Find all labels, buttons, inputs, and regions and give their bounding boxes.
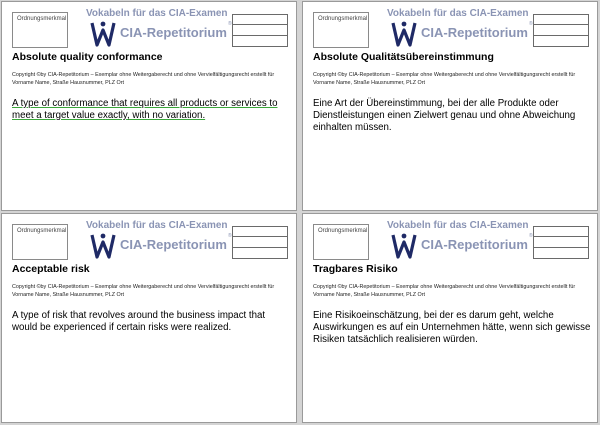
vokabeln-title: Vokabeln für das CIA-Examen bbox=[86, 8, 228, 19]
reference-grid bbox=[232, 226, 288, 259]
ordnungsmerkmal-box bbox=[12, 12, 68, 48]
term-heading: Acceptable risk bbox=[12, 263, 90, 275]
flashcard-back-de-2 bbox=[302, 213, 598, 423]
term-heading: Absolute quality conformance bbox=[12, 51, 163, 63]
registered-mark: ® bbox=[529, 21, 533, 27]
grid-row bbox=[534, 36, 588, 46]
grid-row bbox=[233, 248, 287, 258]
definition-text: A type of risk that revolves around the business impact that would be experienced if certain risks were realized. bbox=[12, 310, 266, 333]
term-heading: Absolute Qualitätsübereinstimmung bbox=[313, 51, 494, 63]
reference-grid bbox=[533, 226, 589, 259]
cia-logo-icon bbox=[389, 232, 419, 260]
ordnungsmerkmal-box bbox=[12, 224, 68, 260]
cia-repetitorium-logo bbox=[88, 232, 238, 262]
definition-text: A type of conformance that requires all products or services to meet a target value exactly, with no variation. bbox=[12, 98, 278, 121]
logo-text: CIA-Repetitorium bbox=[120, 237, 227, 252]
ordnungsmerkmal-box bbox=[313, 224, 369, 260]
grid-row bbox=[534, 25, 588, 35]
ordnungsmerkmal-label: Ordnungsmerkmal bbox=[17, 16, 67, 22]
grid-row bbox=[233, 237, 287, 247]
copyright-notice: Copyright ©by CIA-Repetitorium – Exemplar ohne Weitergaberecht und ohne Vervielfältigungsrecht erstellt für Vorname Name, Straße Hausnummer, PLZ Ort bbox=[12, 284, 275, 298]
ordnungsmerkmal-label: Ordnungsmerkmal bbox=[17, 228, 67, 234]
ordnungsmerkmal-label: Ordnungsmerkmal bbox=[318, 228, 368, 234]
term-heading: Tragbares Risiko bbox=[313, 263, 398, 275]
grid-row bbox=[233, 15, 287, 25]
copyright-notice: Copyright ©by CIA-Repetitorium – Exemplar ohne Weitergaberecht und ohne Vervielfältigungsrecht erstellt für Vorname Name, Straße Hausnummer, PLZ Ort bbox=[313, 72, 576, 86]
cia-logo-icon bbox=[88, 232, 118, 260]
flashcard-back-de-1 bbox=[302, 1, 598, 211]
copyright-notice: Copyright ©by CIA-Repetitorium – Exemplar ohne Weitergaberecht und ohne Vervielfältigungsrecht erstellt für Vorname Name, Straße Hausnummer, PLZ Ort bbox=[12, 72, 275, 86]
grid-row bbox=[233, 25, 287, 35]
vokabeln-title: Vokabeln für das CIA-Examen bbox=[387, 220, 529, 231]
ordnungsmerkmal-box bbox=[313, 12, 369, 48]
reference-grid bbox=[232, 14, 288, 47]
logo-text: CIA-Repetitorium bbox=[421, 237, 528, 252]
definition-text: Eine Risikoeinschätzung, bei der es darum geht, welche Auswirkungen es auf ein Unternehmen hätte, wenn sich gewisse Risiken tatsächlich realisieren würden. bbox=[313, 310, 591, 345]
grid-row bbox=[534, 237, 588, 247]
flashcard-front-en-1 bbox=[1, 1, 297, 211]
registered-mark: ® bbox=[228, 21, 232, 27]
cia-repetitorium-logo bbox=[88, 20, 238, 50]
ordnungsmerkmal-label: Ordnungsmerkmal bbox=[318, 16, 368, 22]
vokabeln-title: Vokabeln für das CIA-Examen bbox=[86, 220, 228, 231]
logo-text: CIA-Repetitorium bbox=[120, 25, 227, 40]
grid-row bbox=[534, 248, 588, 258]
cia-repetitorium-logo bbox=[389, 232, 539, 262]
cia-logo-icon bbox=[88, 20, 118, 48]
grid-row bbox=[534, 227, 588, 237]
grid-row bbox=[233, 36, 287, 46]
logo-text: CIA-Repetitorium bbox=[421, 25, 528, 40]
registered-mark: ® bbox=[529, 233, 533, 239]
cia-logo-icon bbox=[389, 20, 419, 48]
reference-grid bbox=[533, 14, 589, 47]
definition-text: Eine Art der Übereinstimmung, bei der alle Produkte oder Dienstleistungen einen Zielwert genau und ohne Abweichung einhalten müssen. bbox=[313, 98, 576, 133]
grid-row bbox=[233, 227, 287, 237]
grid-row bbox=[534, 15, 588, 25]
flashcard-front-en-2 bbox=[1, 213, 297, 423]
copyright-notice: Copyright ©by CIA-Repetitorium – Exemplar ohne Weitergaberecht und ohne Vervielfältigungsrecht erstellt für Vorname Name, Straße Hausnummer, PLZ Ort bbox=[313, 284, 576, 298]
cia-repetitorium-logo bbox=[389, 20, 539, 50]
registered-mark: ® bbox=[228, 233, 232, 239]
vokabeln-title: Vokabeln für das CIA-Examen bbox=[387, 8, 529, 19]
